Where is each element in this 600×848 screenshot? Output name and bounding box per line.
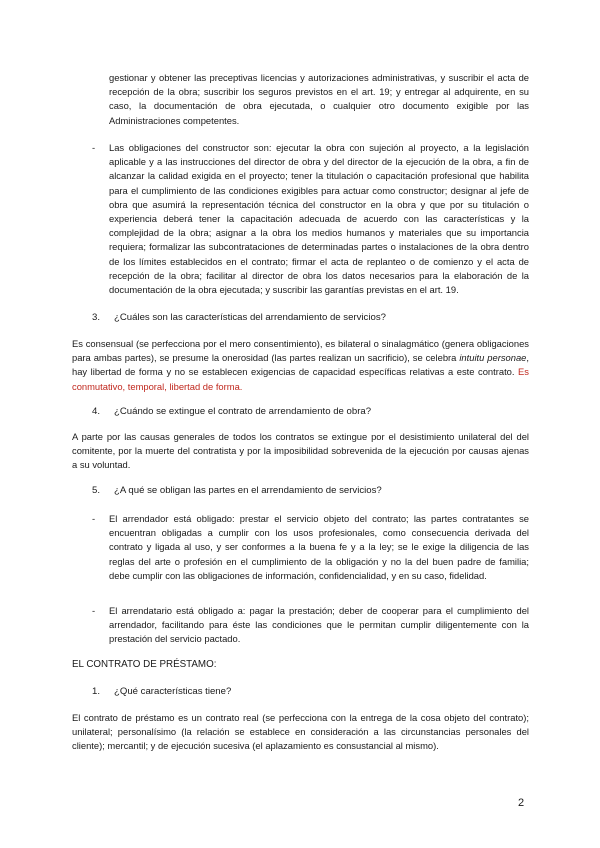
answer-3-highlight: Es conmutativo, temporal, libertad de forma. (72, 366, 529, 392)
section-title: EL CONTRATO DE PRÉSTAMO: (72, 659, 217, 670)
question-text: ¿Qué características tiene? (114, 686, 232, 697)
question-text: ¿Cuándo se extingue el contrato de arrendamiento de obra? (114, 406, 372, 417)
question-number: 3. (92, 312, 101, 323)
constructor-obligations-paragraph: Las obligaciones del constructor son: ejecutar la obra con sujeción al proyecto, a la legislación aplicable y a las instrucciones del director de obra y del director de la ejecución de la obra, a fin de alcanzar la calidad exigida en el proyecto; tener la titulación o capacitación profesional que habilita para el cumplimiento de las condiciones exigibles para actuar como constructor; designar al jefe de obra que asumirá la representación técnica del constructor en la obra y que por su titulación o experiencia deberá tener la capacitación adecuada de acuerdo con las características y la complejidad de la obra; asignar a la obra los medios humanos y materiales que su importancia requiera; formalizar las subcontrataciones de determinadas partes o instalaciones de la obra dentro de los límites establecidos en el contrato; firmar el acta de replanteo o de comienzo y el acta de recepción de la obra; facilitar al director de obra los datos necesarios para la elaboración de la documentación de la obra ejecutada; y suscribir las garantías previstas en el art. 19. (109, 142, 529, 296)
answer-3-paragraph (72, 337, 529, 394)
answer-3-text-b: , hay libertad de forma y no se establecen exigencias de capacidad específicas relativas a este contrato. (72, 352, 529, 378)
bullet-dash: - (92, 513, 96, 524)
answer-4-paragraph: A parte por las causas generales de todos los contratos se extingue por el desistimiento unilateral del del comitente, por la muerte del contratista y por la imposibilidad sobrevenida de la ejecución por causas ajenas a su voluntad. (72, 431, 529, 471)
bullet-dash: - (92, 605, 96, 616)
arrendatario-obligations-paragraph: El arrendatario está obligado a: pagar la prestación; deber de cooperar para el cumplimiento del arrendador, facilitando para éste las condiciones que le permitan cumplir diligentemente con la prestación del servicio pactado. (109, 605, 529, 645)
continuation-paragraph: gestionar y obtener las preceptivas licencias y autorizaciones administrativas, y suscribir el acta de recepción de la obra; suscribir los seguros previstos en el art. 19; y entregar al adquirente, en su caso, la documentación de obra ejecutada, o cualquier otro documento exigible por las Administraciones competentes. (109, 72, 529, 126)
answer-3-italic: intuitu personae (459, 352, 527, 364)
bullet-dash: - (92, 142, 96, 153)
arrendador-obligations-paragraph: El arrendador está obligado: prestar el servicio objeto del contrato; las partes contratantes se encuentran obligadas a cumplir con los usos profesionales, como consecuencia derivada del contrato y ligada al uso, y ser conformes a la buena fe y a la ley; se le exige la diligencia de las reglas del arte o profesión en el cumplimiento de la obligación y no la del buen padre de familia; debe cumplir con las obligaciones de información, confidencialidad, y en su caso, fidelidad. (109, 513, 529, 581)
page-number: 2 (518, 797, 525, 809)
question-text: ¿A qué se obligan las partes en el arrendamiento de servicios? (114, 485, 382, 496)
question-text: ¿Cuáles son las características del arrendamiento de servicios? (114, 312, 386, 323)
question-number: 1. (92, 686, 101, 697)
question-number: 4. (92, 406, 101, 417)
prestamo-answer-1-paragraph: El contrato de préstamo es un contrato real (se perfecciona con la entrega de la cosa objeto del contrato); unilateral; personalísimo (la relación se establece en consideración a las circunstancias personales del cliente); mercantil; y de ejecución sucesiva (el aplazamiento es consustancial al mismo). (72, 712, 529, 752)
question-number: 5. (92, 485, 101, 496)
answer-3-text-a: Es consensual (se perfecciona por el mero consentimiento), es bilateral o sinalagmático (genera obligaciones para ambas partes), se presume la onerosidad (las partes realizan un sacrificio), se celebra (72, 338, 529, 364)
